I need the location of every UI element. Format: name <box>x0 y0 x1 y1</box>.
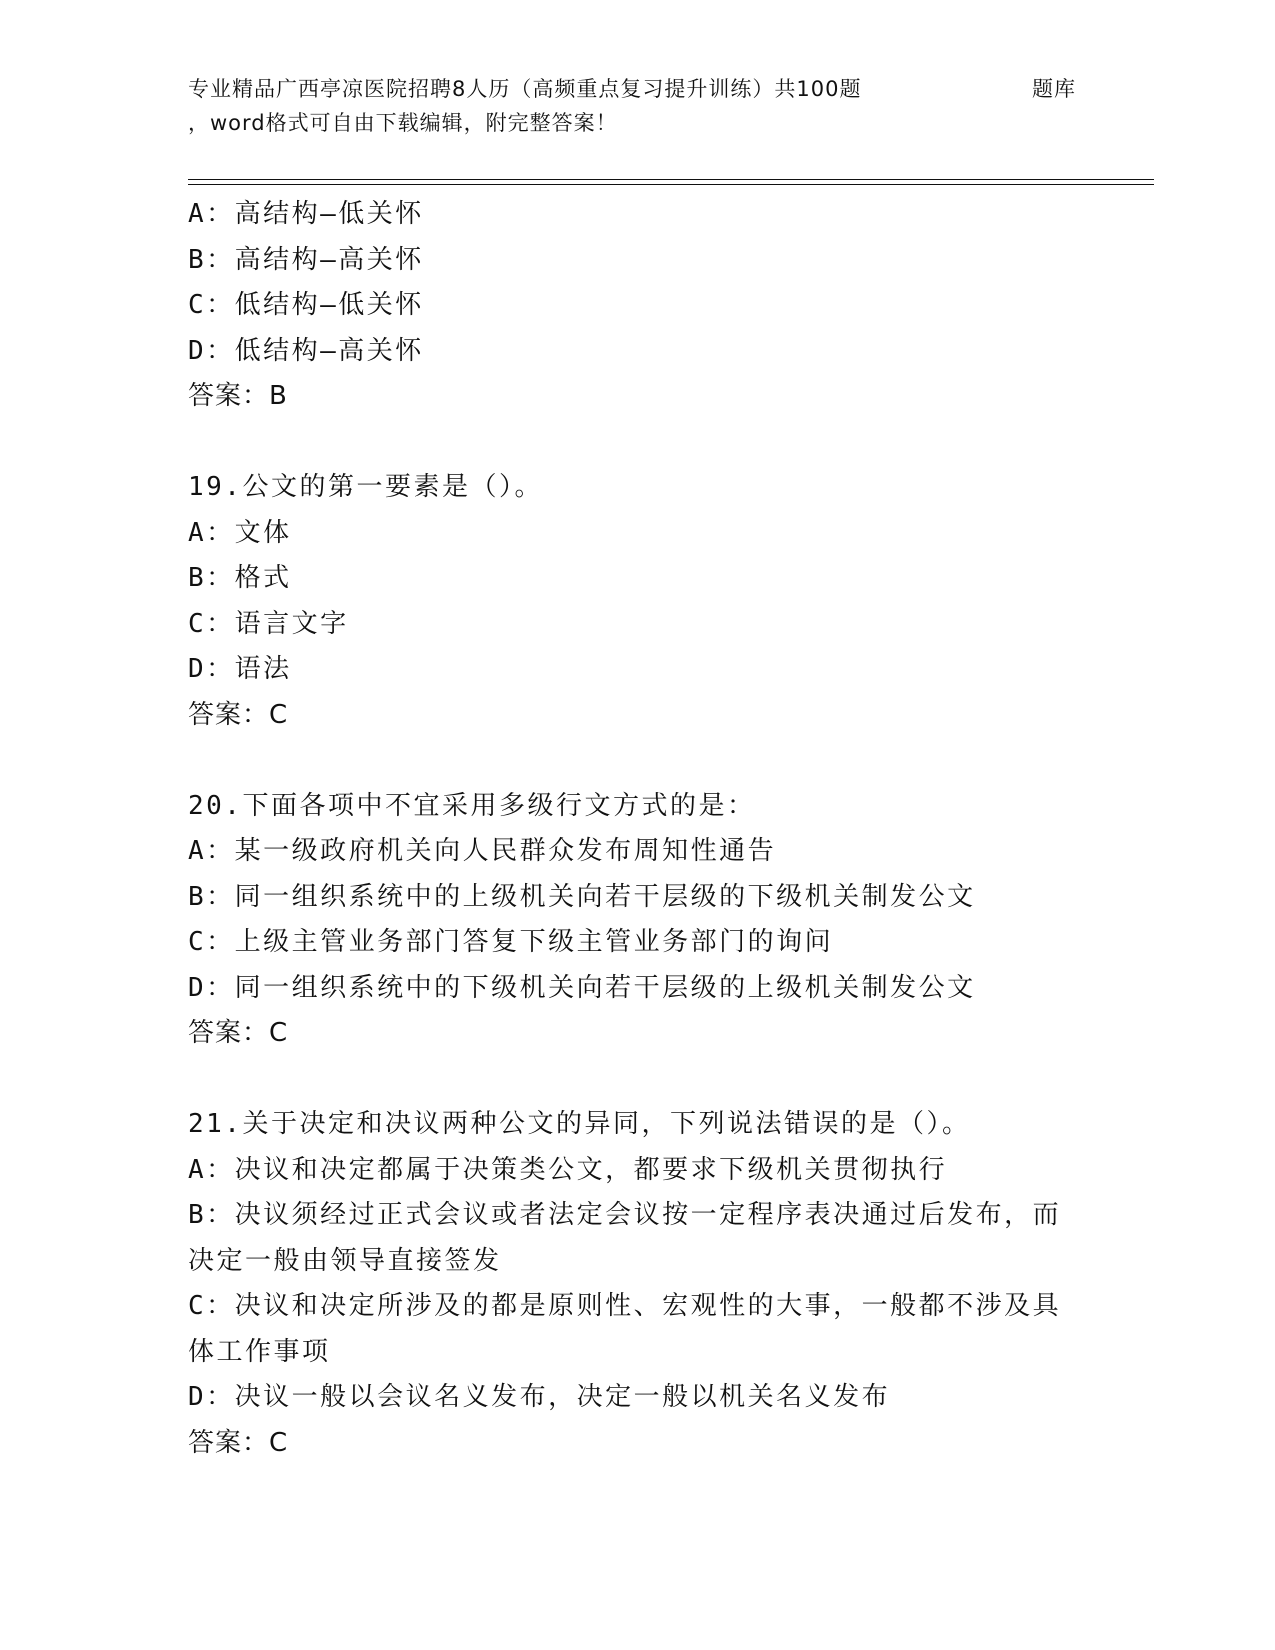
answer: 答案：C <box>188 1018 289 1048</box>
option-b: B：高结构—高关怀 <box>188 244 424 275</box>
option-b: B：决议须经过正式会议或者法定会议按一定程序表决通过后发布，而 <box>188 1200 1062 1230</box>
option-c: C：决议和决定所涉及的都是原则性、宏观性的大事，一般都不涉及具 <box>188 1291 1062 1321</box>
question-20-block <box>188 784 1088 1057</box>
option-b: B：同一组织系统中的上级机关向若干层级的下级机关制发公文 <box>188 881 976 912</box>
option-d: D：决议一般以会议名义发布，决定一般以机关名义发布 <box>188 1382 891 1412</box>
question-21-block <box>188 1102 1088 1466</box>
header-rule-bottom <box>188 184 1154 185</box>
answer: 答案：C <box>188 1427 289 1458</box>
spacer <box>188 1057 1088 1103</box>
header-title: 专业精品广西亭凉医院招聘8人历（高频重点复习提升训练）共100题 <box>188 77 862 101</box>
option-d: D：语法 <box>188 654 292 684</box>
spacer <box>188 420 1088 466</box>
question-text: 21.关于决定和决议两种公文的异同，下列说法错误的是（）。 <box>188 1109 971 1139</box>
option-c: C：低结构—低关怀 <box>188 290 424 320</box>
spacer <box>188 738 1088 784</box>
option-b-continued: 决定一般由领导直接签发 <box>188 1245 502 1276</box>
option-d: D：同一组织系统中的下级机关向若干层级的上级机关制发公文 <box>188 972 976 1003</box>
option-a: A：决议和决定都属于决策类公文，都要求下级机关贯彻执行 <box>188 1154 948 1185</box>
option-a: A：某一级政府机关向人民群众发布周知性通告 <box>188 836 777 866</box>
document-body <box>188 192 1088 1466</box>
option-a: A：高结构—低关怀 <box>188 199 424 229</box>
header-line-1 <box>188 72 1088 106</box>
question-19-block <box>188 465 1088 738</box>
option-b: B：格式 <box>188 563 292 593</box>
question-text: 19.公文的第一要素是（）。 <box>188 472 543 502</box>
question-text: 20.下面各项中不宜采用多级行文方式的是： <box>188 790 756 821</box>
option-c: C：语言文字 <box>188 608 349 639</box>
option-c-continued: 体工作事项 <box>188 1336 331 1367</box>
header-tag: 题库 <box>1032 77 1076 101</box>
page-header <box>188 72 1088 140</box>
option-a: A：文体 <box>188 517 292 548</box>
option-c: C：上级主管业务部门答复下级主管业务部门的询问 <box>188 927 834 957</box>
question-18-block <box>188 192 1088 420</box>
answer: 答案：B <box>188 381 288 411</box>
answer: 答案：C <box>188 699 289 730</box>
header-subtitle: ，word格式可自由下载编辑，附完整答案！ <box>188 111 618 135</box>
option-d: D：低结构—高关怀 <box>188 335 424 366</box>
header-rule-top <box>188 179 1154 180</box>
